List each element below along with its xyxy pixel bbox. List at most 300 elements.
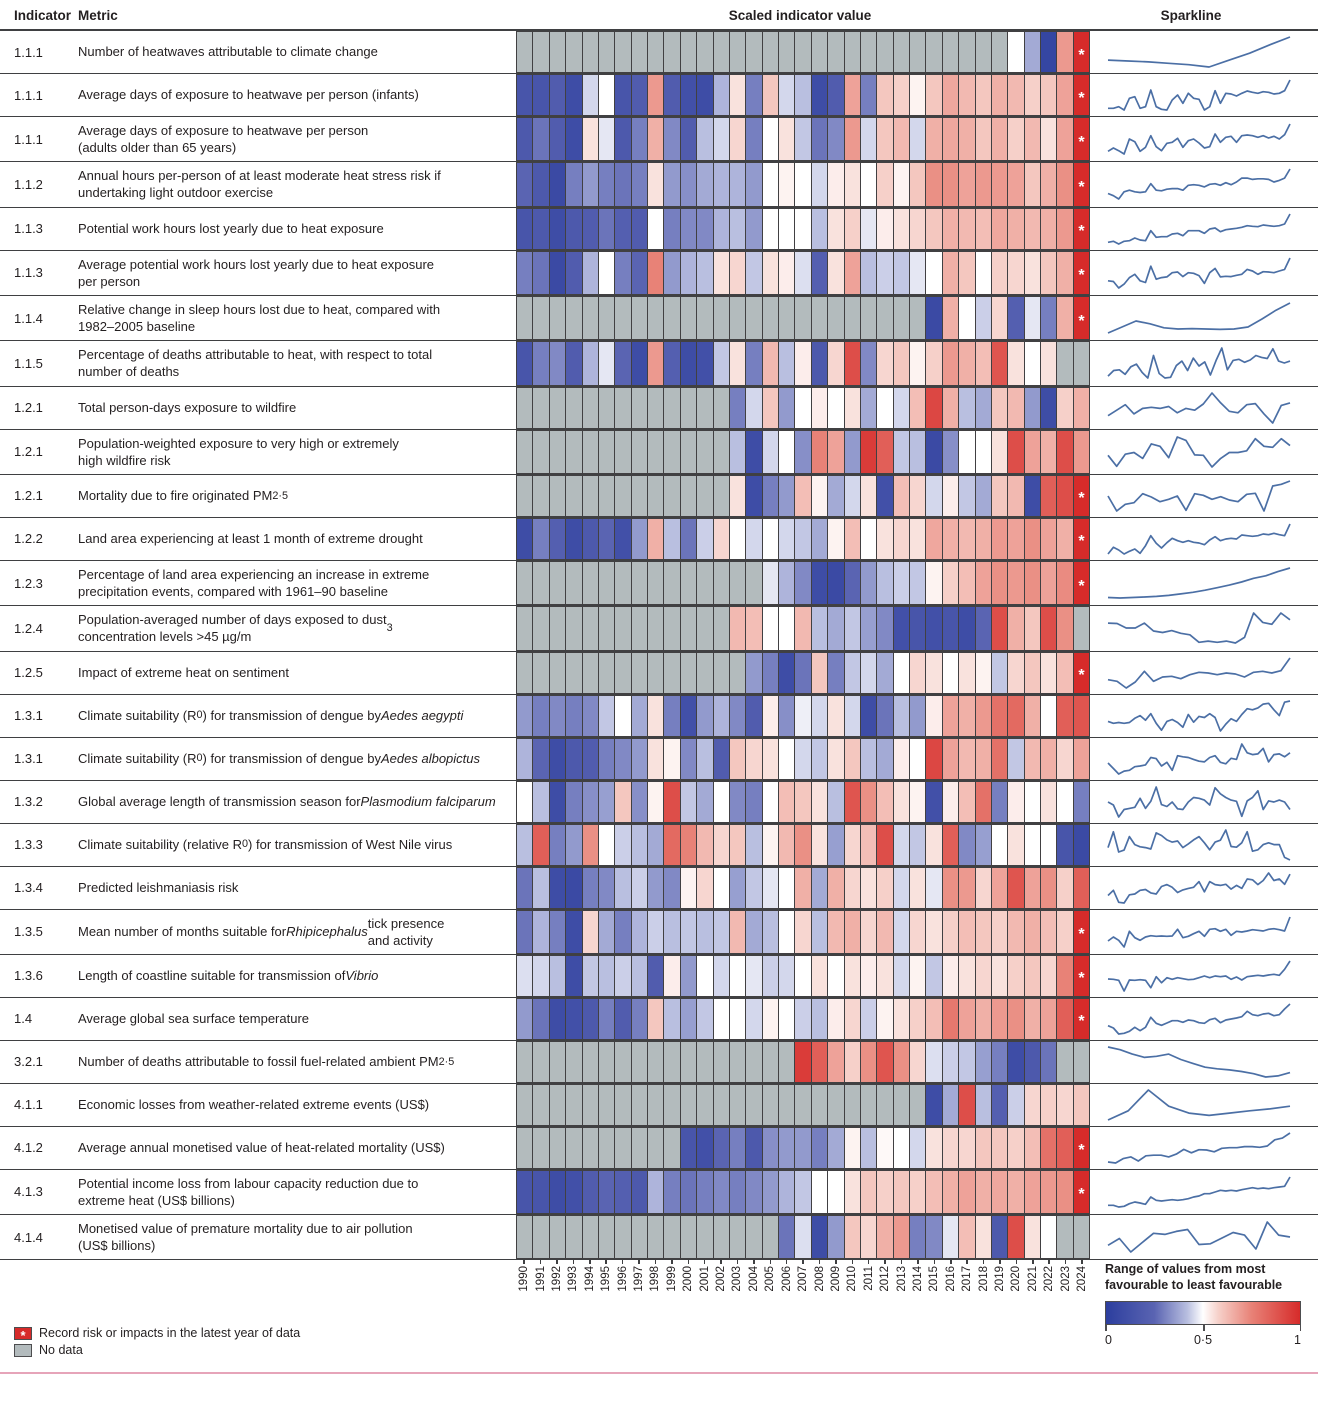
heatmap-cell-no-data bbox=[549, 652, 566, 694]
heatmap-cell-record: * bbox=[1073, 162, 1090, 206]
heatmap-cell bbox=[614, 1170, 631, 1214]
heatmap-row bbox=[510, 387, 1090, 429]
heatmap-cell bbox=[925, 998, 942, 1040]
heatmap-cell-no-data bbox=[696, 430, 713, 474]
year-column bbox=[565, 1260, 581, 1292]
year-label: 2016 bbox=[944, 1266, 957, 1293]
heatmap-cell bbox=[925, 955, 942, 997]
table-row bbox=[0, 162, 1318, 207]
heatmap-cell bbox=[942, 867, 959, 909]
heatmap-cell bbox=[1024, 162, 1041, 206]
heatmap-cell bbox=[860, 1170, 877, 1214]
heatmap-cell-no-data bbox=[598, 387, 615, 429]
heatmap-cell bbox=[680, 251, 697, 295]
sparkline-chart bbox=[1105, 300, 1293, 336]
metric-label: Global average length of transmission season for Plasmodium falciparum bbox=[78, 793, 496, 809]
heatmap-cell-no-data bbox=[762, 1041, 779, 1083]
metric-label: Impact of extreme heat on sentiment bbox=[78, 664, 289, 680]
heatmap-cell bbox=[778, 1127, 795, 1169]
heatmap-cell bbox=[893, 74, 910, 116]
heatmap-cell bbox=[1056, 1084, 1073, 1126]
heatmap-cell bbox=[827, 251, 844, 295]
metric-label: Potential income loss from labour capacity reduction due to extreme heat (US$ billions) bbox=[78, 1175, 419, 1208]
heatmap-cell bbox=[827, 738, 844, 780]
heatmap-cell bbox=[925, 296, 942, 340]
heatmap-cell bbox=[745, 738, 762, 780]
heatmap-cell bbox=[582, 341, 599, 385]
heatmap-cell-no-data bbox=[729, 296, 746, 340]
heatmap-cell bbox=[1040, 1127, 1057, 1169]
heatmap-cell bbox=[1056, 387, 1073, 429]
sparkline-chart bbox=[1105, 958, 1293, 994]
heatmap-cell bbox=[680, 117, 697, 161]
sparkline-path bbox=[1108, 744, 1290, 774]
heatmap-cell bbox=[1056, 162, 1073, 206]
heatmap-cell bbox=[1024, 208, 1041, 250]
heatmap-cell bbox=[811, 1170, 828, 1214]
heatmap-cell bbox=[729, 117, 746, 161]
heatmap-cell-no-data bbox=[565, 652, 582, 694]
heatmap-cell-record: * bbox=[1073, 910, 1090, 954]
heatmap-cell bbox=[1024, 955, 1041, 997]
heatmap-row bbox=[510, 1127, 1090, 1169]
year-column bbox=[992, 1260, 1008, 1292]
heatmap-cell bbox=[516, 341, 533, 385]
heatmap-cell bbox=[991, 606, 1008, 650]
sparkline-path bbox=[1108, 613, 1290, 643]
sparkline-path bbox=[1108, 787, 1290, 817]
heatmap-cell bbox=[1040, 341, 1057, 385]
heatmap-cell bbox=[975, 1170, 992, 1214]
heatmap-cell bbox=[876, 341, 893, 385]
heatmap-cell bbox=[663, 824, 680, 866]
heatmap-cell bbox=[975, 998, 992, 1040]
heatmap-cell bbox=[598, 998, 615, 1040]
heatmap-cell-no-data bbox=[745, 1041, 762, 1083]
header-indicator: Indicator bbox=[14, 8, 72, 23]
heatmap-cell bbox=[991, 561, 1008, 605]
metric-label: Average days of exposure to heatwave per person (infants) bbox=[78, 87, 419, 103]
heatmap-cell bbox=[893, 561, 910, 605]
no-data-swatch-icon bbox=[14, 1344, 32, 1357]
heatmap-cell bbox=[631, 1170, 648, 1214]
heatmap-cell-no-data bbox=[696, 561, 713, 605]
heatmap-cell bbox=[942, 652, 959, 694]
heatmap-cell-no-data bbox=[614, 430, 631, 474]
heatmap-cell-no-data bbox=[549, 606, 566, 650]
heatmap-cell bbox=[1040, 652, 1057, 694]
heatmap-cell bbox=[811, 251, 828, 295]
sparkline-cell bbox=[1090, 998, 1318, 1040]
heatmap-cell bbox=[762, 695, 779, 737]
heatmap-cell-no-data bbox=[532, 1127, 549, 1169]
heatmap-cell bbox=[729, 955, 746, 997]
heatmap-cell bbox=[680, 738, 697, 780]
heatmap-cell bbox=[1040, 208, 1057, 250]
heatmap-cell bbox=[958, 561, 975, 605]
heatmap-cell bbox=[762, 208, 779, 250]
heatmap-cell bbox=[1007, 1127, 1024, 1169]
heatmap-cell-no-data bbox=[663, 561, 680, 605]
heatmap-cell bbox=[647, 910, 664, 954]
heatmap-cell-no-data bbox=[582, 652, 599, 694]
heatmap-cell bbox=[696, 781, 713, 823]
heatmap-cell-record: * bbox=[1073, 296, 1090, 340]
heatmap-cell bbox=[1007, 475, 1024, 517]
heatmap-cell bbox=[582, 208, 599, 250]
table-row bbox=[0, 475, 1318, 518]
heatmap-cell-record: * bbox=[1073, 74, 1090, 116]
heatmap-row bbox=[510, 695, 1090, 737]
heatmap-cell bbox=[745, 910, 762, 954]
heatmap-cell bbox=[565, 208, 582, 250]
heatmap-cell bbox=[893, 1041, 910, 1083]
heatmap-cell bbox=[844, 162, 861, 206]
heatmap-cell bbox=[975, 695, 992, 737]
sparkline-path bbox=[1108, 1177, 1290, 1207]
heatmap-cell bbox=[827, 1041, 844, 1083]
heatmap-cell bbox=[778, 117, 795, 161]
heatmap-cell-no-data bbox=[549, 31, 566, 73]
heatmap-cell bbox=[991, 738, 1008, 780]
heatmap-cell bbox=[844, 518, 861, 560]
heatmap-cell bbox=[713, 208, 730, 250]
heatmap-cell bbox=[549, 1170, 566, 1214]
table-row bbox=[0, 31, 1318, 74]
heatmap-cell bbox=[811, 341, 828, 385]
heatmap-cell bbox=[778, 998, 795, 1040]
year-tick bbox=[737, 1260, 739, 1264]
heatmap-cell bbox=[1024, 74, 1041, 116]
year-column bbox=[910, 1260, 926, 1292]
heatmap-cell bbox=[680, 518, 697, 560]
heatmap-cell-no-data bbox=[1073, 341, 1090, 385]
heatmap-cell bbox=[516, 117, 533, 161]
heatmap-cell-no-data bbox=[729, 1084, 746, 1126]
heatmap-cell bbox=[762, 387, 779, 429]
heatmap-cell bbox=[794, 781, 811, 823]
heatmap-cell bbox=[631, 162, 648, 206]
heatmap-cell-no-data bbox=[713, 561, 730, 605]
heatmap-cell bbox=[1007, 695, 1024, 737]
indicator-number: 1.3.4 bbox=[14, 880, 43, 895]
heatmap-cell-no-data bbox=[696, 1041, 713, 1083]
heatmap-cell bbox=[680, 781, 697, 823]
header-metric: Metric bbox=[78, 8, 118, 23]
heatmap-cell bbox=[516, 738, 533, 780]
heatmap-cell bbox=[1073, 1084, 1090, 1126]
heatmap-cell bbox=[942, 251, 959, 295]
heatmap-row bbox=[510, 1215, 1090, 1259]
heatmap-cell-no-data bbox=[614, 387, 631, 429]
heatmap-cell bbox=[827, 867, 844, 909]
heatmap-cell bbox=[1007, 606, 1024, 650]
heatmap-cell bbox=[729, 998, 746, 1040]
year-column bbox=[1057, 1260, 1073, 1292]
heatmap-cell bbox=[1040, 781, 1057, 823]
heatmap-cell bbox=[745, 824, 762, 866]
heatmap-cell bbox=[844, 1041, 861, 1083]
heatmap-cell bbox=[647, 1170, 664, 1214]
heatmap-cell bbox=[1073, 824, 1090, 866]
heatmap-cell bbox=[876, 1041, 893, 1083]
table-row bbox=[0, 1215, 1318, 1260]
heatmap-cell bbox=[1024, 296, 1041, 340]
heatmap-cell bbox=[729, 251, 746, 295]
heatmap-cell bbox=[925, 738, 942, 780]
year-label: 1997 bbox=[633, 1266, 646, 1293]
table-row bbox=[0, 738, 1318, 781]
heatmap-cell bbox=[909, 1215, 926, 1259]
sparkline-path bbox=[1108, 917, 1290, 947]
heatmap-cell bbox=[1073, 738, 1090, 780]
heatmap-cell bbox=[827, 998, 844, 1040]
heatmap-cell-no-data bbox=[680, 296, 697, 340]
heatmap-cell-no-data bbox=[532, 606, 549, 650]
year-column bbox=[893, 1260, 909, 1292]
year-label: 2008 bbox=[813, 1266, 826, 1293]
heatmap-cell bbox=[1024, 998, 1041, 1040]
heatmap-cell bbox=[729, 518, 746, 560]
heatmap-cell bbox=[827, 387, 844, 429]
heatmap-cell bbox=[598, 1170, 615, 1214]
heatmap-cell bbox=[811, 695, 828, 737]
heatmap-cell-no-data bbox=[778, 296, 795, 340]
heatmap-cell bbox=[1056, 296, 1073, 340]
heatmap-cell-no-data bbox=[991, 31, 1008, 73]
table-header bbox=[0, 0, 1318, 29]
heatmap-cell bbox=[794, 1170, 811, 1214]
heatmap-cell bbox=[991, 824, 1008, 866]
year-tick bbox=[983, 1260, 985, 1264]
heatmap-cell bbox=[958, 117, 975, 161]
heatmap-cell bbox=[532, 867, 549, 909]
heatmap-cell bbox=[860, 738, 877, 780]
heatmap-cell-no-data bbox=[713, 1215, 730, 1259]
heatmap-cell bbox=[860, 117, 877, 161]
heatmap-cell bbox=[598, 910, 615, 954]
metric-label: Length of coastline suitable for transmission of Vibrio bbox=[78, 968, 379, 984]
heatmap-cell bbox=[696, 74, 713, 116]
heatmap-cell bbox=[958, 824, 975, 866]
heatmap-cell-no-data bbox=[582, 561, 599, 605]
heatmap-cell bbox=[778, 475, 795, 517]
heatmap-cell-record: * bbox=[1073, 251, 1090, 295]
heatmap-cell bbox=[1056, 824, 1073, 866]
sparkline-cell bbox=[1090, 1215, 1318, 1259]
heatmap-cell-no-data bbox=[778, 1084, 795, 1126]
sparkline-path bbox=[1108, 873, 1290, 903]
heatmap-cell bbox=[893, 606, 910, 650]
heatmap-cell bbox=[1056, 430, 1073, 474]
heatmap-cell bbox=[991, 867, 1008, 909]
heatmap-cell-no-data bbox=[598, 1041, 615, 1083]
sparkline-chart bbox=[1105, 565, 1293, 601]
heatmap-cell bbox=[893, 998, 910, 1040]
heatmap-cell bbox=[811, 955, 828, 997]
heatmap-cell bbox=[811, 387, 828, 429]
heatmap-cell bbox=[893, 475, 910, 517]
heatmap-cell-no-data bbox=[614, 1041, 631, 1083]
sparkline-cell bbox=[1090, 117, 1318, 161]
heatmap-cell bbox=[860, 74, 877, 116]
heatmap-cell bbox=[844, 867, 861, 909]
heatmap-cell bbox=[516, 162, 533, 206]
no-data-key-item bbox=[14, 1343, 300, 1357]
heatmap-cell bbox=[909, 162, 926, 206]
heatmap-cell bbox=[975, 910, 992, 954]
heatmap-cell bbox=[778, 867, 795, 909]
year-label: 2013 bbox=[895, 1266, 908, 1293]
heatmap-cell bbox=[762, 162, 779, 206]
indicator-number: 4.1.4 bbox=[14, 1229, 43, 1245]
year-label: 2012 bbox=[879, 1266, 892, 1293]
sparkline-chart bbox=[1105, 345, 1293, 381]
sparkline-path bbox=[1108, 437, 1290, 467]
heatmap-cell bbox=[827, 117, 844, 161]
heatmap-cell bbox=[876, 518, 893, 560]
heatmap-cell-no-data bbox=[516, 561, 533, 605]
heatmap-cell bbox=[1007, 74, 1024, 116]
year-tick bbox=[868, 1260, 870, 1264]
heatmap-cell bbox=[663, 208, 680, 250]
sparkline-chart bbox=[1105, 1001, 1293, 1037]
heatmap-cell bbox=[647, 208, 664, 250]
heatmap-cell bbox=[1024, 341, 1041, 385]
metric-label: Climate suitability (relative R 0 ) for transmission of West Nile virus bbox=[78, 836, 453, 852]
indicator-number: 1.3.1 bbox=[14, 751, 43, 766]
heatmap-cell bbox=[876, 910, 893, 954]
heatmap-cell bbox=[991, 341, 1008, 385]
heatmap-cell bbox=[745, 341, 762, 385]
heatmap-cell bbox=[794, 955, 811, 997]
heatmap-cell bbox=[975, 1084, 992, 1126]
heatmap-cell bbox=[991, 475, 1008, 517]
heatmap-cell bbox=[1040, 998, 1057, 1040]
heatmap-cell bbox=[565, 824, 582, 866]
metric-label: Land area experiencing at least 1 month of extreme drought bbox=[78, 531, 423, 547]
heatmap-cell-no-data bbox=[614, 1084, 631, 1126]
table-row bbox=[0, 341, 1318, 386]
heatmap-cell bbox=[942, 475, 959, 517]
heatmap-cell bbox=[745, 955, 762, 997]
heatmap-cell bbox=[794, 1215, 811, 1259]
table-row bbox=[0, 910, 1318, 955]
heatmap-cell-no-data bbox=[844, 296, 861, 340]
heatmap-cell bbox=[729, 824, 746, 866]
heatmap-cell bbox=[631, 998, 648, 1040]
heatmap-cell-no-data bbox=[680, 430, 697, 474]
heatmap-cell-record: * bbox=[1073, 208, 1090, 250]
heatmap-cell bbox=[975, 955, 992, 997]
sparkline-chart bbox=[1105, 914, 1293, 950]
heatmap-cell bbox=[893, 867, 910, 909]
sparkline-cell bbox=[1090, 910, 1318, 954]
heatmap-cell bbox=[909, 251, 926, 295]
heatmap-cell bbox=[549, 341, 566, 385]
year-label: 1991 bbox=[534, 1266, 547, 1293]
heatmap-cell bbox=[778, 430, 795, 474]
indicator-number: 1.1.4 bbox=[14, 310, 43, 326]
year-tick bbox=[688, 1260, 690, 1264]
heatmap-cell bbox=[942, 208, 959, 250]
table-row bbox=[0, 1084, 1318, 1127]
heatmap-cell bbox=[1056, 1127, 1073, 1169]
year-column bbox=[729, 1260, 745, 1292]
heatmap-cell bbox=[909, 208, 926, 250]
heatmap-cell bbox=[1056, 74, 1073, 116]
heatmap-cell bbox=[958, 1215, 975, 1259]
indicator-number: 1.2.1 bbox=[14, 400, 43, 416]
heatmap-cell bbox=[975, 518, 992, 560]
heatmap-cell-no-data bbox=[713, 296, 730, 340]
heatmap-cell bbox=[696, 998, 713, 1040]
heatmap-cell-no-data bbox=[876, 31, 893, 73]
heatmap-cell bbox=[778, 824, 795, 866]
heatmap-cell bbox=[1040, 1215, 1057, 1259]
heatmap-cell-no-data bbox=[680, 31, 697, 73]
heatmap-cell-no-data bbox=[565, 387, 582, 429]
heatmap-cell bbox=[893, 781, 910, 823]
heatmap-cell bbox=[876, 208, 893, 250]
sparkline-cell bbox=[1090, 1170, 1318, 1214]
year-tick bbox=[966, 1260, 968, 1264]
heatmap-cell bbox=[827, 162, 844, 206]
heatmap-cell bbox=[614, 781, 631, 823]
year-column bbox=[532, 1260, 548, 1292]
year-column bbox=[779, 1260, 795, 1292]
heatmap-cell-no-data bbox=[860, 1084, 877, 1126]
heatmap-cell bbox=[631, 910, 648, 954]
heatmap-cell bbox=[582, 955, 599, 997]
heatmap-cell bbox=[1024, 824, 1041, 866]
heatmap-cell-no-data bbox=[614, 652, 631, 694]
sparkline-chart bbox=[1105, 255, 1293, 291]
heatmap-cell bbox=[598, 518, 615, 560]
indicator-number: 4.1.3 bbox=[14, 1184, 43, 1200]
sparkline-path bbox=[1108, 1133, 1290, 1163]
table-row bbox=[0, 251, 1318, 296]
heatmap-cell bbox=[991, 208, 1008, 250]
heatmap-cell bbox=[942, 695, 959, 737]
heatmap-cell bbox=[614, 695, 631, 737]
heatmap-cell bbox=[1040, 1041, 1057, 1083]
year-tick bbox=[704, 1260, 706, 1264]
year-label: 2019 bbox=[993, 1266, 1006, 1293]
heatmap-cell bbox=[762, 781, 779, 823]
heatmap-cell bbox=[975, 251, 992, 295]
year-label: 2017 bbox=[961, 1266, 974, 1293]
sparkline-path bbox=[1108, 1004, 1290, 1034]
heatmap-cell-no-data bbox=[565, 1041, 582, 1083]
heatmap-cell bbox=[958, 738, 975, 780]
heatmap-cell-no-data bbox=[696, 1084, 713, 1126]
heatmap-cell-no-data bbox=[549, 561, 566, 605]
sparkline-chart bbox=[1105, 655, 1293, 691]
heatmap-cell bbox=[663, 695, 680, 737]
heatmap-cell bbox=[713, 162, 730, 206]
year-label: 2015 bbox=[928, 1266, 941, 1293]
heatmap-cell bbox=[958, 1170, 975, 1214]
heatmap-cell-no-data bbox=[631, 475, 648, 517]
heatmap-cell bbox=[647, 162, 664, 206]
heatmap-cell bbox=[647, 738, 664, 780]
heatmap-cell bbox=[811, 781, 828, 823]
heatmap-cell bbox=[1056, 1170, 1073, 1214]
heatmap-cell bbox=[975, 1127, 992, 1169]
heatmap-cell-no-data bbox=[713, 1084, 730, 1126]
heatmap-cell-no-data bbox=[582, 606, 599, 650]
